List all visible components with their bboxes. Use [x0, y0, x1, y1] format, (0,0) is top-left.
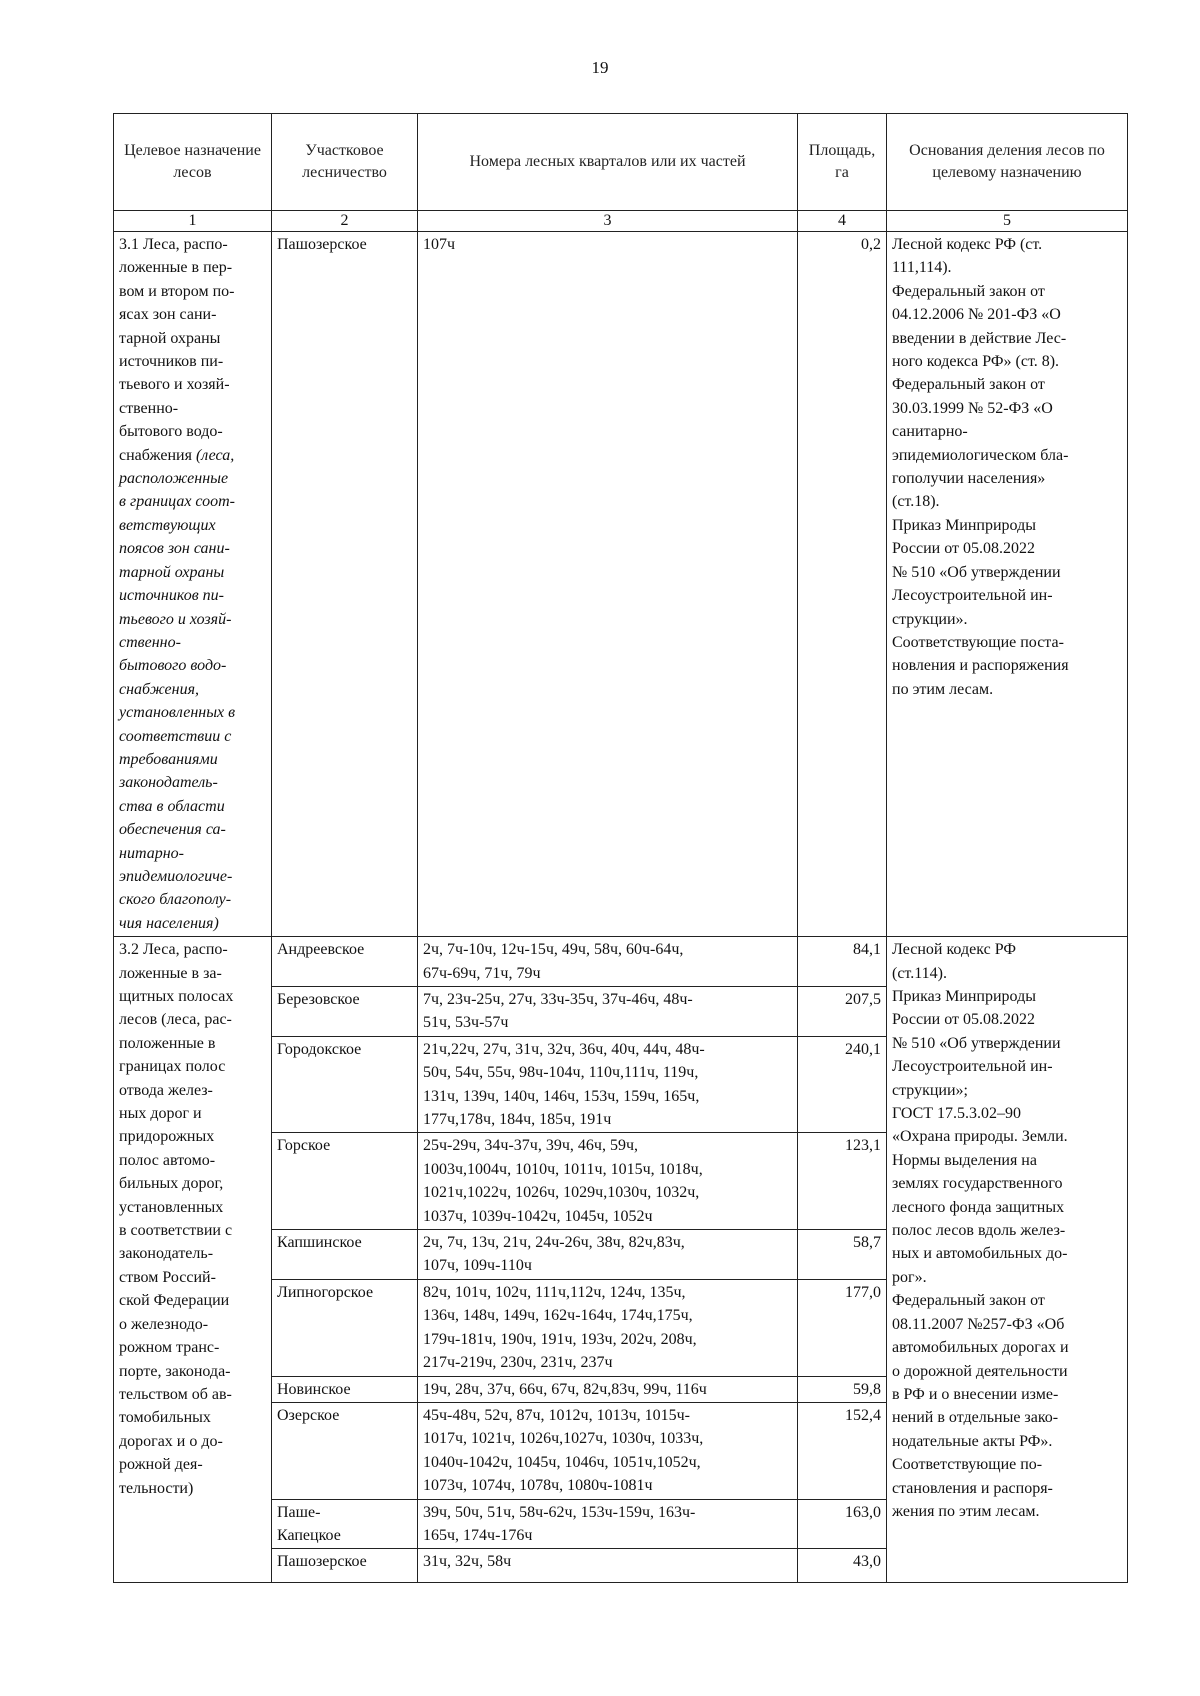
area-cell: 58,7 [798, 1230, 887, 1280]
column-number: 4 [798, 211, 887, 232]
area-cell: 123,1 [798, 1133, 887, 1230]
region-cell: Городокское [272, 1036, 418, 1133]
quarters-cell: 2ч, 7ч, 13ч, 21ч, 24ч-26ч, 38ч, 82ч,83ч, 107ч, 109ч-110ч [418, 1230, 798, 1280]
region-cell: Новинское [272, 1376, 418, 1402]
region-cell: Березовское [272, 987, 418, 1037]
column-number: 5 [887, 211, 1128, 232]
region-cell: Пашозерское [272, 1549, 418, 1583]
area-cell: 240,1 [798, 1036, 887, 1133]
quarters-cell: 7ч, 23ч-25ч, 27ч, 33ч-35ч, 37ч-46ч, 48ч- 51ч, 53ч-57ч [418, 987, 798, 1037]
area-cell: 84,1 [798, 937, 887, 987]
table-row [114, 937, 1128, 987]
column-number: 1 [114, 211, 272, 232]
quarters-cell: 25ч-29ч, 34ч-37ч, 39ч, 46ч, 59ч, 1003ч,1004ч, 1010ч, 1011ч, 1015ч, 1018ч, 1021ч,1022ч, 1026ч, 1029ч,1030ч, 1032ч, 1037ч, 1039ч-1042ч, 1045ч, 1052ч [418, 1133, 798, 1230]
header-quarters: Номера лесных кварталов или их частей [418, 114, 798, 211]
quarters-cell: 82ч, 101ч, 102ч, 111ч,112ч, 124ч, 135ч, 136ч, 148ч, 149ч, 162ч-164ч, 174ч,175ч, 179ч-181ч, 190ч, 191ч, 193ч, 202ч, 208ч, 217ч-219ч, 230ч, 231ч, 237ч [418, 1279, 798, 1376]
area-cell: 207,5 [798, 987, 887, 1037]
section-3-1-basis: Лесной кодекс РФ (ст. 111,114). Федеральный закон от 04.12.2006 № 201-ФЗ «О введении в действие Лес- ного кодекса РФ» (ст. 8). Федеральный закон от 30.03.1999 № 52-ФЗ «О санитарно- эпидемиологическом бла- гополучии населения» (ст.18). Приказ Минприроды России от 05.08.2022 № 510 «Об утверждении Лесоустроительной ин- струкции». Соответствующие поста- новления и распоряжения по этим лесам. [887, 232, 1128, 937]
region-cell: Горское [272, 1133, 418, 1230]
region-cell: Пашозерское [272, 232, 418, 937]
forest-purpose-table [113, 113, 1128, 1583]
section-3-1-purpose [114, 232, 272, 937]
region-cell: Озерское [272, 1402, 418, 1499]
quarters-cell: 31ч, 32ч, 58ч [418, 1549, 798, 1583]
region-cell: Капшинское [272, 1230, 418, 1280]
column-number: 2 [272, 211, 418, 232]
page-number: 19 [591, 58, 609, 77]
section-3-2-purpose: 3.2 Леса, распо- ложенные в за- щитных полосах лесов (леса, рас- положенные в границах полос отвода желез- ных дорог и придорожных полос автомо- бильных дорог, установленных в соответствии с законодатель- ством Россий- ской Федерации о железнодо- рожном транс- порте, законода- тельством об ав- томобильных дорогах и о до- рожной дея- тельности) [114, 937, 272, 1583]
quarters-cell: 45ч-48ч, 52ч, 87ч, 1012ч, 1013ч, 1015ч- 1017ч, 1021ч, 1026ч,1027ч, 1030ч, 1033ч, 1040ч-1042ч, 1045ч, 1046ч, 1051ч,1052ч, 1073ч, 1074ч, 1078ч, 1080ч-1081ч [418, 1402, 798, 1499]
header-region: Участковое лесничество [272, 114, 418, 211]
header-basis: Основания деления лесов по целевому назначению [887, 114, 1128, 211]
section-3-1-purpose-italic: (леса, расположенные в границах соот- ветствующих поясов зон сани- тарной охраны источников пи- тьевого и хозяй- ственно- бытового водо- снабжения, установленных в соответствии с требованиями законодатель- ства в области обеспечения са- нитарно- эпидемиологиче- ского благополу- чия населения) [119, 446, 236, 932]
area-cell: 163,0 [798, 1499, 887, 1549]
quarters-cell: 19ч, 28ч, 37ч, 66ч, 67ч, 82ч,83ч, 99ч, 116ч [418, 1376, 798, 1402]
quarters-cell: 107ч [418, 232, 798, 937]
header-area: Площадь, га [798, 114, 887, 211]
quarters-cell: 21ч,22ч, 27ч, 31ч, 32ч, 36ч, 40ч, 44ч, 48ч- 50ч, 54ч, 55ч, 98ч-104ч, 110ч,111ч, 119ч, 131ч, 139ч, 140ч, 146ч, 153ч, 159ч, 165ч, 177ч,178ч, 184ч, 185ч, 191ч [418, 1036, 798, 1133]
area-cell: 0,2 [798, 232, 887, 937]
area-cell: 177,0 [798, 1279, 887, 1376]
region-cell: Паше- Капецкое [272, 1499, 418, 1549]
area-cell: 152,4 [798, 1402, 887, 1499]
quarters-cell: 39ч, 50ч, 51ч, 58ч-62ч, 153ч-159ч, 163ч- 165ч, 174ч-176ч [418, 1499, 798, 1549]
column-number: 3 [418, 211, 798, 232]
quarters-cell: 2ч, 7ч-10ч, 12ч-15ч, 49ч, 58ч, 60ч-64ч, 67ч-69ч, 71ч, 79ч [418, 937, 798, 987]
region-cell: Андреевское [272, 937, 418, 987]
column-number-row [114, 211, 1128, 232]
section-3-2-basis: Лесной кодекс РФ (ст.114). Приказ Минприроды России от 05.08.2022 № 510 «Об утверждении Лесоустроительной ин- струкции»; ГОСТ 17.5.3.02–90 «Охрана природы. Земли. Нормы выделения на землях государственного лесного фонда защитных полос лесов вдоль желез- ных и автомобильных до- рог». Федеральный закон от 08.11.2007 №257-ФЗ «Об автомобильных дорогах и о дорожной деятельности в РФ и о внесении изме- нений в отдельные зако- нодательные акты РФ». Соответствующие по- становления и распоря- жения по этим лесам. [887, 937, 1128, 1583]
header-purpose: Целевое назначение лесов [114, 114, 272, 211]
table-row [114, 232, 1128, 937]
area-cell: 59,8 [798, 1376, 887, 1402]
section-3-1-purpose-text: 3.1 Леса, распо- ложенные в пер- вом и втором по- ясах зон сани- тарной охраны источников пи- тьевого и хозяй- ственно- бытового водо- снабжения [119, 236, 235, 464]
region-cell: Липногорское [272, 1279, 418, 1376]
area-cell: 43,0 [798, 1549, 887, 1583]
